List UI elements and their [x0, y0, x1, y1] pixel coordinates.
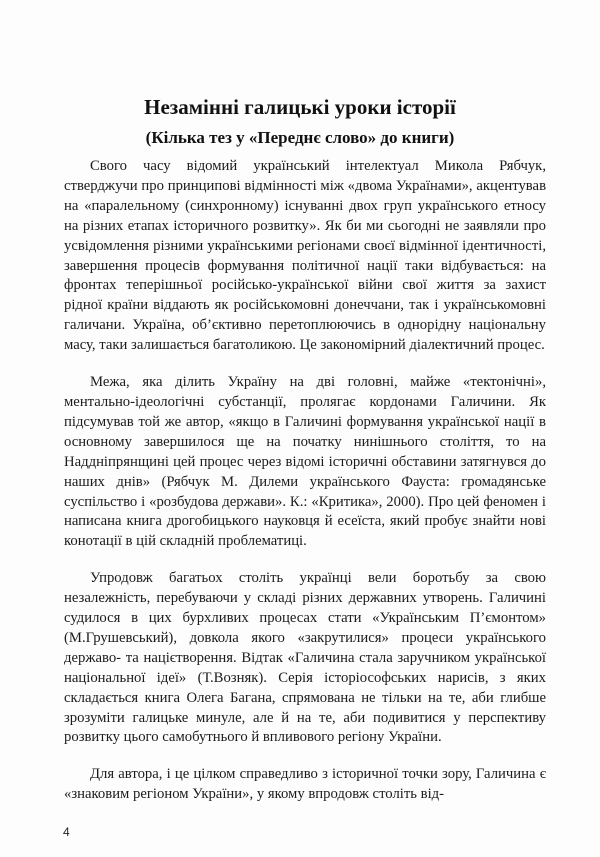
chapter-subtitle: (Кілька тез у «Переднє слово» до книги): [145, 128, 455, 147]
paragraph-3: Упродовж багатьох століть українці вели боротьбу за свою незалежність, перебуваючи у складі різних державних утворень. Галичині судилося в цих бурхливих процесах стати «Українським П’ємонтом» (М.Грушевський), довкола якого «закрутилися» процеси українського державо- та націєтворення. Відтак «Галичина стала заручником української національної ідеї» (Т.Возняк). Серія історіософських нарисів, з яких складається книга Олега Багана, спрямована не тільки на те, аби глибше зрозуміти галицьке минуле, але й на те, аби подивитися у перспективу розвитку цього самобутнього й впливового регіону України.: [64, 570, 546, 746]
paragraph-2: Межа, яка ділить Україну на дві головні, майже «тектонічні», ментально-ідеологічні субстанції, пролягає кордонами Галичини. Як підсумував той же автор, «якщо в Галичині формування української нації в основному завершилося ще на початку нинішнього століття, то на Наддніпрянщині цей процес через відомі історичні обставини затягнувся до наших днів» (Рябчук М. Дилеми українського Фауста: громадянське суспільство і «розбудова держави». К.: «Критика», 2000). Про цей феномен і написана книга дрогобицького науковця й есеїста, який пробує знайти нові конотації в цій складній проблематиці.: [64, 374, 546, 550]
paragraph-1: Свого часу відомий український інтелектуал Микола Рябчук, стверджучи про принципові відмінності між «двома Українами», акцентував на «паралельному (синхронному) існуванні двох груп українського етносу на різних етапах історичного розвитку». Як би ми сьогодні не заявляли про усвідомлення різними українськими регіонами своєї відмінної ідентичності, завершення процесів формування політичної нації таки відбувається: на фронтах теперішньої російсько-української війни свої життя за захист рідної країни віддають як російськомовні донеччани, так і українськомовні галичани. Україна, об’єктивно перетоплюючись в однорідну національну масу, таки залишається багатоликою. Це закономірний діалектичний процес.: [64, 158, 546, 354]
chapter-title: Незамінні галицькі уроки історії: [144, 95, 456, 119]
body-text: [64, 157, 546, 822]
paragraph-4: Для автора, і це цілком справедливо з історичної точки зору, Галичина є «знаковим регіоном України», у якому впродовж століть від-: [64, 766, 546, 803]
page-number: 4: [63, 825, 70, 839]
